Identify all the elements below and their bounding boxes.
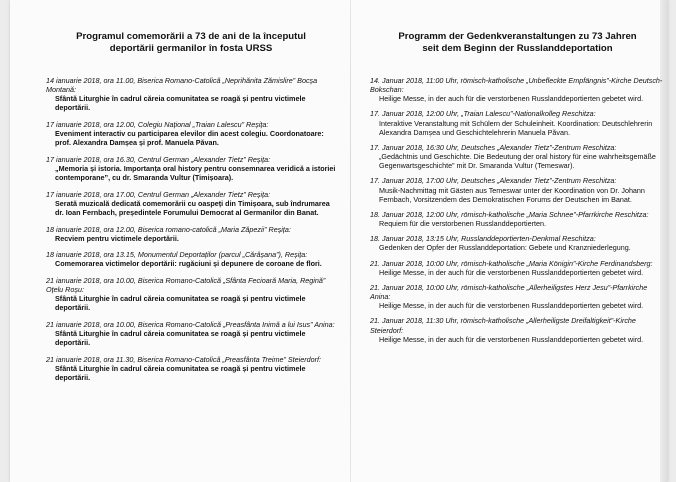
event-description: Requiem für die verstorbenen Russlanddeportierten.: [379, 218, 547, 228]
event-meta: 17 ianuarie 2018, ora 16.30, Centrul German „Alexander Tietz” Reșița:: [46, 154, 271, 164]
romanian-event-list: [46, 76, 336, 390]
event-item: [370, 234, 665, 252]
event-meta: 17. Januar 2018, 17:00 Uhr, Deutsches „Alexander Tietz”-Zentrum Reschitza:: [370, 176, 617, 186]
german-title-line-2: seit dem Beginn der Russlanddeportation: [422, 43, 613, 54]
event-item: [46, 250, 336, 268]
event-meta: 21. Januar 2018, 11:30 Uhr, römisch-katholische „Allerheiligste Dreifaltigkeit”-Kirche Steierdorf:: [370, 316, 636, 335]
event-description: Gedenken der Opfer der Russlanddeportation: Gebete und Kranzniederlegung.: [379, 243, 631, 253]
event-item: [370, 143, 665, 170]
event-description: Sfântă Liturghie în cadrul căreia comunitatea se roagă și pentru victimele deportării.: [55, 294, 306, 313]
romanian-title-line-2: deportării germanilor în fosta URSS: [109, 43, 273, 54]
event-item: [370, 109, 665, 136]
event-description: Serată muzicală dedicată comemorării cu oaspeți din Timișoara, sub îndrumarea dr. Ioan Fernbach, președintele Forumului Democrat al Germanilor din Banat.: [55, 198, 330, 217]
event-description: Musik-Nachmittag mit Gästen aus Temeswar unter der Koordination von Dr. Johann Fernbach, Vorsitzendem des Demokratischen Forums der Deutschen im Banat.: [379, 185, 645, 204]
romanian-title-line-1: Programul comemorării a 73 de ani de la începutul: [76, 31, 306, 42]
event-item: [370, 210, 665, 228]
event-description: Eveniment interactiv cu participarea elevilor din acest colegiu. Coordonatoare: prof. Alexandra Damșea și prof. Manuela Păvan.: [55, 129, 324, 148]
event-meta: 18. Januar 2018, 13:15 Uhr, Russlanddeportierten-Denkmal Reschitza:: [370, 234, 596, 244]
event-meta: 18 ianuarie 2018, ora 13.15, Monumentul Deportaților (parcul „Cărășana”), Reșița:: [46, 250, 308, 260]
event-description: Recviem pentru victimele deportării.: [55, 233, 179, 243]
document-page: [10, 0, 668, 482]
romanian-title: [46, 31, 336, 55]
event-meta: 21 ianuarie 2018, ora 10.00, Biserica Romano-Catolică „Preasfânta Inimă a lui Isus” Anina:: [46, 320, 335, 330]
event-description: Sfântă Liturghie în cadrul căreia comunitatea se roagă și pentru victimele deportării.: [55, 329, 306, 348]
german-title-line-1: Programm der Gedenkveranstaltungen zu 73 Jahren: [398, 31, 637, 42]
event-item: [46, 155, 336, 182]
german-title: [370, 31, 665, 55]
event-item: [46, 120, 336, 147]
event-description: Interaktive Veranstaltung mit Schülern der Schuleinheit. Koordination: Deutschlehrerin Alexandra Damșea und Geschichtelehrerin Manuela Păvan.: [379, 118, 653, 137]
event-item: [46, 76, 336, 112]
event-meta: 18 ianuarie 2018, ora 12.00, Biserica romano-catolică „Maria Zăpezii” Reșița:: [46, 224, 291, 234]
event-item: [370, 283, 665, 310]
event-meta: 17 ianuarie 2018, ora 17.00, Centrul German „Alexander Tietz” Reșița:: [46, 189, 271, 199]
event-meta: 14 ianuarie 2018, ora 11.00, Biserica Romano-Catolică „Neprihănita Zămislire” Bocșa Montană:: [46, 76, 318, 95]
event-meta: 18. Januar 2018, 12:00 Uhr, römisch-katholische „Maria Schnee”-Pfarrkirche Reschitza:: [370, 209, 649, 219]
event-item: [46, 225, 336, 243]
event-meta: 17 ianuarie 2018, ora 12.00, Colegiu Național „Traian Lalescu” Reșița:: [46, 119, 269, 129]
event-item: [46, 320, 336, 347]
event-description: „Memoria și istoria. Importanța oral history pentru consemnarea veridică a istoriei contemporane”, cu dr. Smaranda Vultur (Timișoara).: [55, 163, 336, 183]
event-description: Heilige Messe, in der auch für die verstorbenen Russlanddeportierten gebetet wird.: [379, 334, 644, 344]
event-item: [46, 190, 336, 217]
event-description: „Gedächtnis und Geschichte. Die Bedeutung der oral history für eine wahrheitsgemäße Gegenwartsgeschichte” mit Dr. Smaranda Vultur (Temeswar).: [379, 152, 656, 171]
event-meta: 14. Januar 2018, 11:00 Uhr, römisch-katholische „Unbefleckte Empfängnis”-Kirche Deutsch-Bokschan:: [370, 76, 663, 95]
event-item: [370, 76, 665, 103]
event-description: Heilige Messe, in der auch für die verstorbenen Russlanddeportierten gebetet wird.: [379, 94, 644, 104]
event-meta: 21 ianuarie 2018, ora 11.30, Biserica Romano-Catolică „Preasfânta Treime” Steierdorf:: [46, 355, 321, 364]
event-description: Sfântă Liturghie în cadrul căreia comunitatea se roagă și pentru victimele deportării.: [55, 364, 306, 383]
event-meta: 21 ianuarie 2018, ora 10.00, Biserica Romano-Catolică „Sfânta Fecioară Maria, Regină” Oțelu Roșu:: [46, 276, 326, 295]
event-description: Sfântă Liturghie în cadrul căreia comunitatea se roagă și pentru victimele deportării.: [55, 94, 306, 113]
event-meta: 17. Januar 2018, 12:00 Uhr, „Traian Lalescu”-Nationalkolleg Reschitza:: [370, 109, 596, 119]
event-item: [46, 355, 336, 382]
event-description: Heilige Messe, in der auch für die verstorbenen Russlanddeportierten gebetet wird.: [379, 267, 644, 277]
page-fold: [350, 0, 351, 482]
event-item: [46, 276, 336, 312]
event-meta: 17. Januar 2018, 16:30 Uhr, Deutsches „Alexander Tietz”-Zentrum Reschitza:: [370, 142, 617, 152]
german-event-list: [370, 76, 665, 350]
event-meta: 21. Januar 2018, 10:00 Uhr, römisch-katholische „Allerheiligstes Herz Jesu”-Pfarrkirche Anina:: [370, 283, 648, 302]
event-item: [370, 316, 665, 343]
event-description: Heilige Messe, in der auch für die verstorbenen Russlanddeportierten gebetet wird.: [379, 301, 644, 311]
event-item: [370, 176, 665, 203]
event-meta: 21. Januar 2018, 10:00 Uhr, römisch-katholische „Maria Königin”-Kirche Ferdinandsberg:: [370, 258, 653, 268]
event-description: Comemorarea victimelor deportării: rugăciuni și depunere de coroane de flori.: [55, 259, 322, 269]
event-item: [370, 259, 665, 277]
